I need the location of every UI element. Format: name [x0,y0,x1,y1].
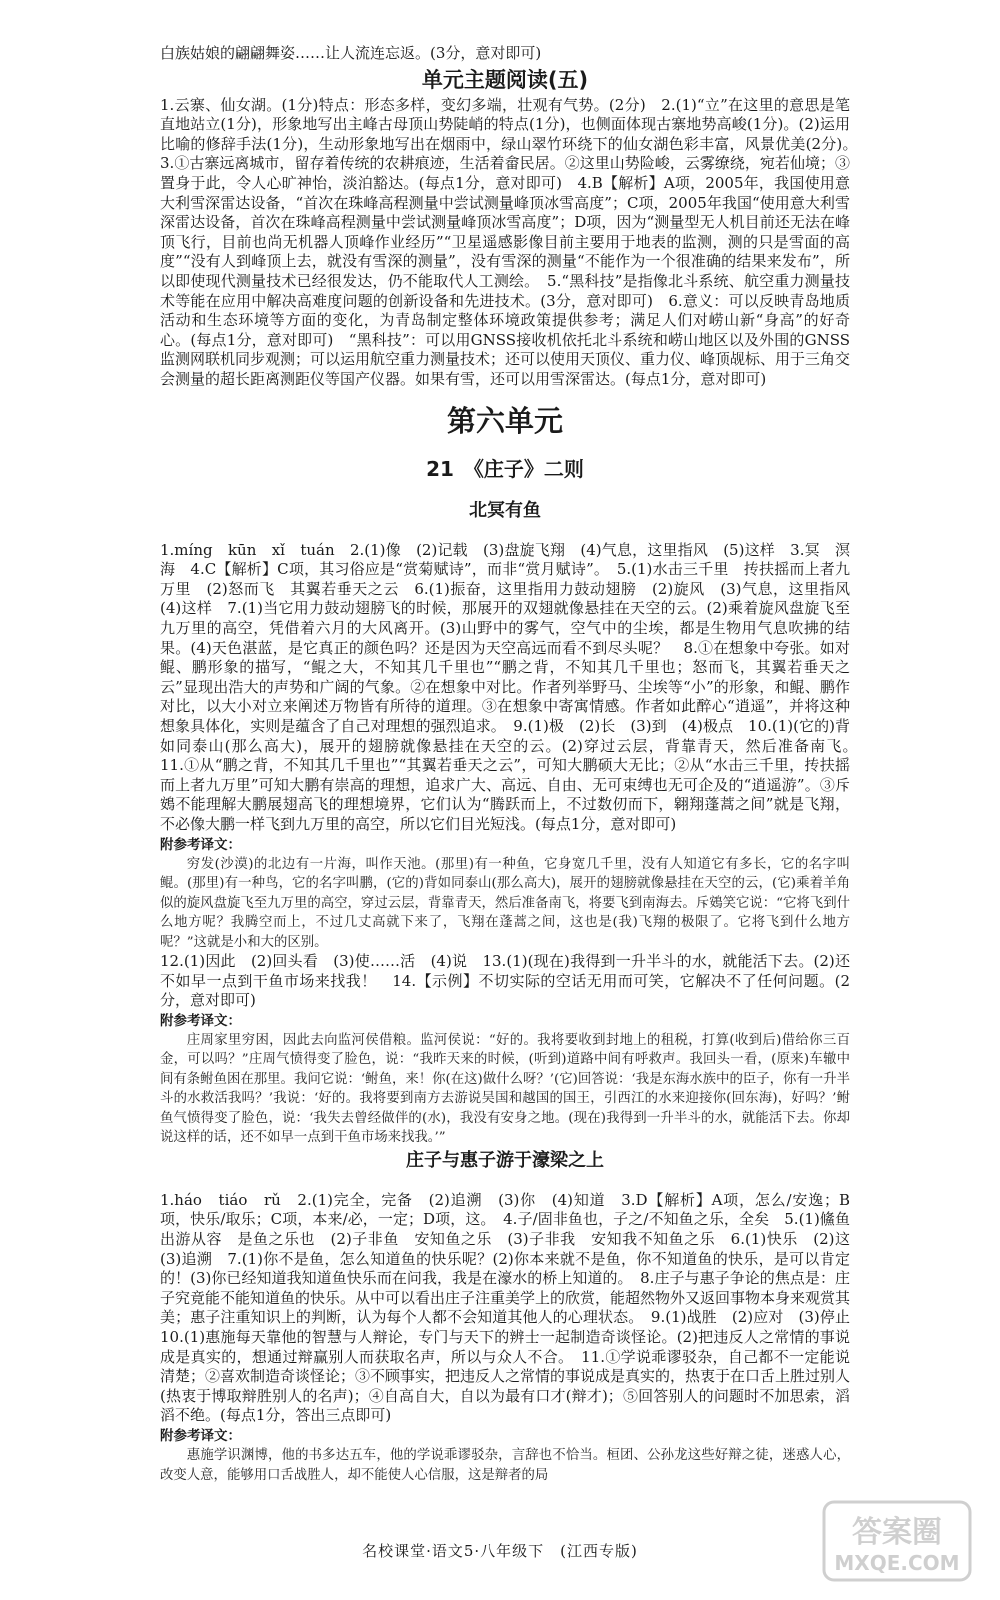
watermark-top: 答案圈 [852,1515,942,1550]
page-footer: 名校课堂·语文5·八年级下 (江西专版) [362,1542,638,1560]
part2-title: 庄子与惠子游于濠梁之上 [406,1149,604,1171]
watermark-bottom: MXQE.COM [834,1551,960,1575]
translation-heading: 附参考译文： [160,1012,241,1029]
translation-text: 穷发(沙漠)的北边有一片海，叫作天池。(那里)有一种鱼，它身宽几千里，没有人知道它有多长，它的名字叫鲲。(那里)有一种鸟，它的名字叫鹏，(它的)背如同泰山(那么高大)，展开的翅膀就像悬挂在天空的云，(它)乘着羊角似的旋风盘旋飞至九万里的高空，穿过云层，背靠青天，然后准备南飞，将要飞到南海去。斥鴳笑它说：“它将飞到什么地方呢？我腾空而上，不过几丈高就下来了，飞翔在蓬蒿之间，这也是(我)飞翔的极限了。它将飞到什么地方呢？”这就是小和大的区别。 [160,856,850,950]
part1-title: 北冥有鱼 [469,499,541,521]
lesson-title: 21 《庄子》二则 [426,457,584,482]
part1-answers: 1.míng kūn xǐ tuán 2.(1)像 (2)记载 (3)盘旋飞翔 (4)气息，这里指风 (5)这样 3.冥 溟 海 4.C【解析】C项，其习俗应是“赏菊赋诗”，而非“赏月赋诗”。 5.(1)水击三千里 抟扶摇而上者九万里 (2)怒而飞 其翼若垂天之云 6.(1)振奋，这里指用力鼓动翅膀 (2)旋风 (3)气息，这里指风 (4)这样 7.(1)当它用力鼓动翅膀飞的时候，那展开的双翅就像悬挂在天空的云。(2)乘着旋风盘旋飞至九万里的高空，凭借着六月的大风离开。(3)山野中的雾气，空气中的尘埃，都是生物用气息吹拂的结果。(4)天色湛蓝，是它真正的颜色吗？还是因为天空高远而看不到尽头呢？ 8.①在想象中夸张。如对鲲、鹏形象的描写，“鲲之大，不知其几千里也”“鹏之背，不知其几千里也；怒而飞，其翼若垂天之云”显现出浩大的声势和广阔的气象。②在想象中对比。作者列举野马、尘埃等“小”的形象，和鲲、鹏作对比，以大小对立来阐述万物皆有所待的道理。③在想象中寄寓情感。作者如此醉心“逍遥”，并将这种想象具体化，实则是蕴含了自己对理想的强烈追求。 9.(1)极 (2)长 (3)到 (4)极点 10.(1)(它的)背如同泰山(那么高大)，展开的翅膀就像悬挂在天空的云。(2)穿过云层，背靠青天，然后准备南飞。 11.①从“鹏之背，不知其几千里也”“其翼若垂天之云”，可知大鹏硕大无比；②从“水击三千里，抟扶摇而上者九万里”可知大鹏有崇高的理想，追求广大、高远、自由、无可束缚也无可企及的“逍遥游”。③斥鴳不能理解大鹏展翅高飞的理想境界，它们认为“腾跃而上，不过数仞而下，翱翔蓬蒿之间”就是飞翔，不必像大鹏一样飞到九万里的高空，所以它们目光短浅。(每点1分，意对即可) [160,540,866,833]
intro-line: 白族姑娘的翩翩舞姿……让人流连忘返。(3分，意对即可) [160,44,542,62]
section5-answers: 1.云寨、仙女湖。(1分)特点：形态多样，变幻多端，壮观有气势。(2分) 2.(1)“立”在这里的意思是笔直地站立(1分)，形象地写出主峰古母顶山势陡峭的特点(1分)，也侧面体现古寨地势高峻(1分)。(2)运用比喻的修辞手法(1分)，生动形象地写出在烟雨中，绿山翠竹环绕下的仙女湖色彩丰富，风景优美(2分)。 3.①古寨远离城市，留存着传统的农耕痕迹，生活着畲民居。②这里山势险峻，云雾缭绕，宛若仙境；③置身于此，令人心旷神怡，淡泊豁达。(每点1分，意对即可) 4.B【解析】A项，2005年，我国使用意大利雪深雷达设备，“首次在珠峰高程测量中尝试测量峰顶冰雪高度”；C项，2005年我国“使用意大利雪深雷达设备，首次在珠峰高程测量中尝试测量峰顶冰雪高度”；D项，因为“测量型无人机目前还无法在峰顶飞行，目前也尚无机器人顶峰作业经历”“卫星遥感影像目前主要用于地表的监测，测的只是雪面的高度”“没有人到峰顶上去，就没有雪深的测量”，没有雪深的测量“不能作为一个很准确的结果来发布”，所以即使现代测量技术已经很发达，仍不能取代人工测绘。 5.“黑科技”是指像北斗系统、航空重力测量技术等能在应用中解决高难度问题的创新设备和先进技术。(3分，意对即可) 6.意义：可以反映青岛地质活动和生态环境等方面的变化，为青岛制定整体环境政策提供参考；满足人们对崂山新“身高”的好奇心。(每点1分，意对即可) “黑科技”：可以用GNSS接收机依托北斗系统和崂山地区以及外围的GNSS监测网联机同步观测；可以运用航空重力测量技术；还可以使用天顶仪、重力仪、峰顶觇标、用于三角交会测量的超长距离测距仪等国产仪器。如果有雪，还可以用雪深雷达。(每点1分，意对即可) [160,95,866,388]
section-title-unit5-reading: 单元主题阅读(五) [421,67,589,92]
part2-answers: 1.háo tiáo rǔ 2.(1)完全，完备 (2)追溯 (3)你 (4)知道 3.D【解析】A项，怎么/安逸；B项，快乐/取乐；C项，本来/必，一定；D项，这。 4.子/固非鱼也，子之/不知鱼之乐，全矣 5.(1)鯈鱼出游从容 是鱼之乐也 (2)子非鱼 安知鱼之乐 (3)子非我 安知我不知鱼之乐 6.(1)快乐 (2)这 (3)追溯 7.(1)你不是鱼，怎么知道鱼的快乐呢？(2)你本来就不是鱼，你不知道鱼的快乐，是可以肯定的！(3)你已经知道我知道鱼快乐而在问我，我是在濠水的桥上知道的。 8.庄子与惠子争论的焦点是：庄子究竟能不能知道鱼的快乐。从中可以看出庄子注重美学上的欣赏，能超然物外又返回事物本身来观赏其美；惠子注重知识上的判断，认为每个人都不会知道其他人的心理状态。 9.(1)战胜 (2)应对 (3)停止 10.(1)惠施每天靠他的智慧与人辩论，专门与天下的辨士一起制造奇谈怪论。(2)把违反人之常情的事说成是真实的，想通过辩赢别人而获取名声，所以与众人不合。 11.①学说乖谬驳杂，自己都不一定能说清楚；②喜欢制造奇谈怪论；③不顾事实，把违反人之常情的事说成是真实的，热衷于在口舌上胜过别人(热衷于博取辩胜别人的名声)；④自高自大，自以为最有口才(辩才)；⑤回答别人的问题时不加思索，滔滔不绝。(每点1分，答出三点即可) [160,1190,866,1425]
translation-heading: 附参考译文： [160,1428,241,1444]
watermark-logo [822,1500,972,1582]
answer-page [160,44,866,1485]
unit6-title: 第六单元 [446,403,563,438]
part1-answers-extra: 12.(1)因此 (2)回头看 (3)使……活 (4)说 13.(1)(现在)我得到一升半斗的水，就能活下去。(2)还不如早一点到干鱼市场来找我！ 14.【示例】不切实际的空话无用而可笑，它解决不了任何问题。(2分，意对即可) [160,952,850,1010]
translation-heading: 附参考译文： [160,836,241,853]
translation-text: 庄周家里穷困，因此去向监河侯借粮。监河侯说：“好的。我将要收到封地上的租税，打算(收到后)借给你三百金，可以吗？”庄周气愤得变了脸色，说：“我昨天来的时候，(听到)道路中间有呼救声。我回头一看，(原来)车辙中间有条鲋鱼困在那里。我问它说：‘鲋鱼，来！你(在这)做什么呀？’(它)回答说：‘我是东海水族中的臣子，你有一升半斗的水救活我吗？’我说：‘好的。我将要到南方去游说吴国和越国的国王，引西江的水来迎接你(回东海)，好吗？’鲋鱼气愤得变了脸色，说：‘我失去曾经做伴的(水)，我没有安身之地。(现在)我得到一升半斗的水，就能活下去。你却说这样的话，还不如早一点到干鱼市场来找我。’” [160,1032,850,1146]
translation-text: 惠施学识渊博，他的书多达五车，他的学说乖谬驳杂，言辞也不恰当。桓团、公孙龙这些好辩之徒，迷惑人心，改变人意，能够用口舌战胜人，却不能使人心信服，这是辩者的局 [160,1448,850,1483]
